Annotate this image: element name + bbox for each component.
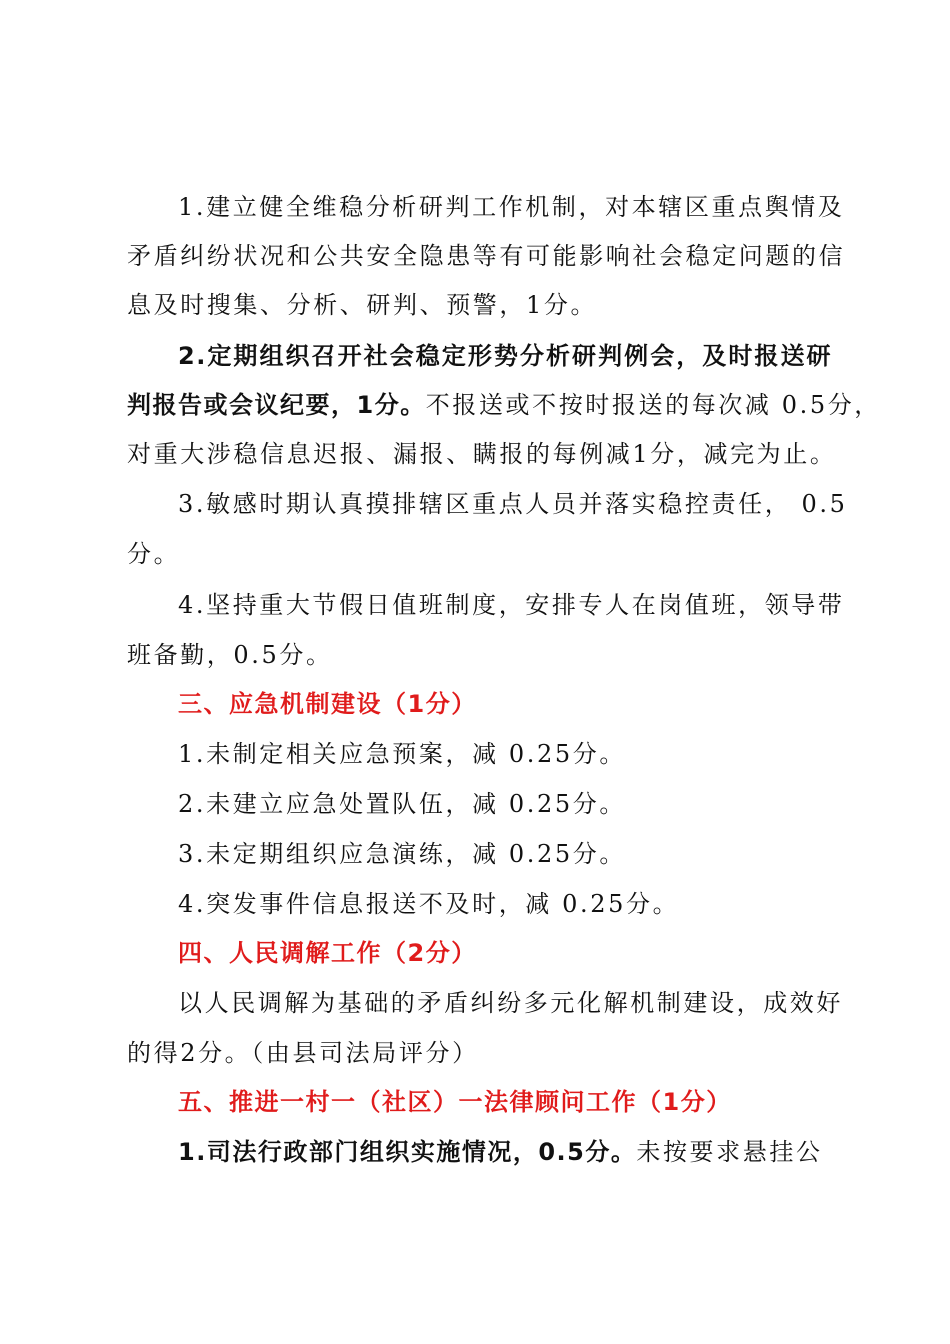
section-3-heading: 三、应急机制建设（1分） — [178, 690, 477, 718]
item-4-line-1: 4.坚持重大节假日值班制度，安排专人在岗值班，领导带 — [178, 591, 845, 619]
item-2-line-1: 2.定期组织召开社会稳定形势分析研判例会，及时报送研 — [178, 342, 832, 370]
item-2-line-2 — [127, 387, 881, 423]
section-4-heading: 四、人民调解工作（2分） — [178, 939, 477, 967]
section-3-item-1: 1.未制定相关应急预案，减 0.25分。 — [178, 740, 626, 768]
section-4-line-1: 以人民调解为基础的矛盾纠纷多元化解机制建设，成效好 — [178, 989, 843, 1017]
item-2-bold-part: 判报告或会议纪要，1分。 — [127, 391, 426, 419]
section-4-line-2: 的得2分。（由县司法局评分） — [127, 1039, 479, 1067]
item-3-line-1: 3.敏感时期认真摸排辖区重点人员并落实稳控责任， 0.5 — [178, 490, 848, 518]
section-5-item-1-bold: 1.司法行政部门组织实施情况，0.5分。 — [178, 1138, 637, 1166]
item-1-line-2: 矛盾纠纷状况和公共安全隐患等有可能影响社会稳定问题的信 — [127, 242, 846, 270]
section-5-item-1 — [178, 1134, 832, 1170]
section-5-heading: 五、推进一村一（社区）一法律顾问工作（1分） — [178, 1088, 732, 1116]
item-2-normal-part: 不报送或不按时报送的每次减 0.5分， — [425, 391, 881, 419]
section-5-item-1-normal: 未按要求悬挂公 — [636, 1138, 823, 1166]
item-4-line-2: 班备勤，0.5分。 — [127, 641, 333, 669]
item-3-line-2: 分。 — [127, 540, 181, 568]
section-3-item-2: 2.未建立应急处置队伍，减 0.25分。 — [178, 790, 626, 818]
section-3-item-4: 4.突发事件信息报送不及时，减 0.25分。 — [178, 890, 680, 918]
section-3-item-3: 3.未定期组织应急演练，减 0.25分。 — [178, 840, 626, 868]
item-2-line-3: 对重大涉稳信息迟报、漏报、瞒报的每例减1分，减完为止。 — [127, 440, 837, 468]
item-1-line-1: 1.建立健全维稳分析研判工作机制，对本辖区重点舆情及 — [178, 193, 845, 221]
item-1-line-3: 息及时搜集、分析、研判、预警，1分。 — [127, 291, 598, 319]
